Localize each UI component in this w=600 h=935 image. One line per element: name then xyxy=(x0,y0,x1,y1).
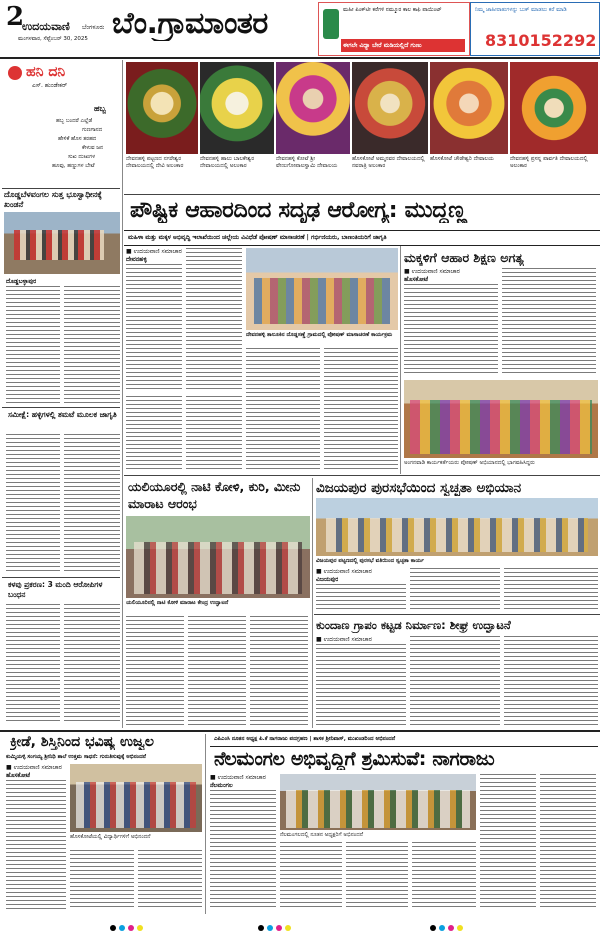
poem-line: ಹೇಳಿಕೆ ಹೊಸ ತರಹದ xyxy=(58,136,97,142)
photo-poultry xyxy=(126,516,310,598)
headline-theft: ಕಳವು ಪ್ರಕರಣ: 3 ಮಂದಿ ಆರೋಪಿಗಳ ಬಂಧನ xyxy=(8,580,103,599)
caption-temple-6: ದೇವನಹಳ್ಳಿ ಪ್ರಸನ್ನ ಪಾರ್ವತಿ ದೇವಾಲಯದಲ್ಲಿ ಅಲಂಕಾರ xyxy=(510,156,588,169)
article-poultry-col3 xyxy=(250,616,308,726)
phone-illustration xyxy=(323,9,339,39)
article-main-col3 xyxy=(246,348,320,470)
headline-survey: ಸಮೀಕ್ಷೆ: ಹಳ್ಳಿಗಳಲ್ಲಿ ತಮಟೆ ಮೂಲಕ ಜಾಗೃತಿ xyxy=(8,410,117,419)
dateline-main: ದೇವನಹಳ್ಳಿ xyxy=(126,256,147,263)
article-nela-col6 xyxy=(540,774,596,910)
article-nela-col4 xyxy=(412,842,476,910)
article-nela-col5 xyxy=(480,774,536,910)
ad-booking xyxy=(470,2,600,56)
article-children-col1 xyxy=(404,284,498,376)
article-main-col2 xyxy=(186,248,242,392)
article-nela-col2 xyxy=(280,842,342,910)
dateline-clean: ವಿಜಯಪುರ xyxy=(316,576,339,583)
article-land-2 xyxy=(64,286,120,404)
article-poultry-col2 xyxy=(188,616,246,726)
article-nela-col1 xyxy=(210,790,276,910)
headline-kundana: ಕುಂದಾಣ ಗ್ರಾಪಂ ಕಟ್ಟಡ ನಿರ್ಮಾಣ: ಶೀಘ್ರ ಉದ್ಘಾಟನೆ xyxy=(316,618,511,632)
article-clean-col3 xyxy=(504,568,598,612)
article-kundana-col3 xyxy=(504,636,598,726)
caption-women: ಅಂಗನವಾಡಿ ಕಾರ್ಯಕರ್ತೆಯರು ಪೋಷಣ್ ಅಭಿಯಾನದಲ್ಲಿ ಭಾಗವಹಿಸಿದ್ದರು xyxy=(404,460,535,466)
article-main-col1 xyxy=(126,264,182,392)
article-sports-col2 xyxy=(70,850,134,910)
caption-temple-3: ದೇವನಹಳ್ಳಿ ಕೋಟೆ ಶ್ರೀ ವೇಣುಗೋಪಾಲಸ್ವಾಮಿ ದೇವಾಲಯ xyxy=(276,156,338,169)
ad-coffee-text: ಮಹೀ ಪಿಂಕ್‌ಟೀ ಕರೆಗಳಿ ನಮ್ಮೂರ ಕಾಲ ಕಾಫಿ ಪಾಯಿಂಟ್ xyxy=(343,7,442,13)
photo-temple-2 xyxy=(200,62,274,154)
caption-nutrition: ದೇವನಹಳ್ಳಿ ತಾಲೂಕಿನ ದೊಡ್ಡಸಣ್ಣೆ ಗ್ರಾಮದಲ್ಲಿ ಪೋಷಣ್ ಮಾಸಾಚರಣೆ ಕಾರ್ಯಕ್ರಮ xyxy=(246,332,393,338)
article-survey xyxy=(6,434,60,574)
ad-phone: 8310152292 xyxy=(485,31,597,50)
article-poultry-col1 xyxy=(126,616,184,726)
photo-nelamangala xyxy=(280,774,476,830)
article-kundana-col1 xyxy=(316,644,406,726)
article-clean-col2 xyxy=(410,568,500,612)
ad-coffee-banner xyxy=(341,39,465,52)
paper-name: ಉದಯವಾಣಿ xyxy=(22,20,70,33)
poem-title: ಹಬ್ಬ xyxy=(94,104,106,113)
headline-children-food: ಮಕ್ಕಳಿಗೆ ಆಹಾರ ಶಿಕ್ಷಣ ಅಗತ್ಯ xyxy=(404,250,524,265)
dateline-nelamangala: ನೆಲಮಂಗಲ xyxy=(210,782,233,789)
article-main-col1b xyxy=(126,396,182,470)
photo-temple-6 xyxy=(510,62,598,154)
byline-kundana: ■ ಉದಯವಾಣಿ ಸಮಾಚಾರ xyxy=(316,636,372,643)
caption-clean: ವಿಜಯಪುರ ಪಟ್ಟಣದಲ್ಲಿ ಪುರಸಭೆ ವತಿಯಿಂದ ಸ್ವಚ್ಛತಾ ಕಾರ್ಯ xyxy=(316,558,424,564)
dateline: ದೊಡ್ಡಬಳ್ಳಾಪುರ xyxy=(6,278,37,285)
main-subhead: ಮಹಿಳಾ ಮತ್ತು ಮಕ್ಕಳ ಅಭಿವೃದ್ಧಿ ಇಲಾಖೆಯಿಂದ ಚಲ್ಲೇಯ ವಿವಿಧೆಡೆ ಪೋಷಣ್ ಮಾಸಾಚರಣೆ | ಗರ್ಭಿಣಿಯರು, ಬಾಣಂತಿಯರಿಗೆ ಜಾಗೃತಿ xyxy=(128,234,387,241)
photo-temple-1 xyxy=(126,62,198,154)
headline-poultry: ಯಲಿಯೂರಲ್ಲಿ ನಾಟಿ ಕೋಳಿ, ಕುರಿ, ಮೀನು ಮಾರಾಟ ಆರಂಭ xyxy=(128,479,301,511)
photo-protest xyxy=(4,212,120,274)
article-land xyxy=(6,286,60,404)
article-kundana-col2 xyxy=(410,636,500,726)
article-main-col4 xyxy=(324,348,398,470)
article-clean-col1 xyxy=(316,584,406,612)
article-children-col2 xyxy=(502,268,596,376)
ad-coffee xyxy=(318,2,470,56)
subhead-sports: ಕುಮ್ಮಿಯಳ್ಳಿ ಸಂಗಯ್ಯ ಶ್ರೀನಿಧಿ ಶಾಲೆ ಉತ್ತಮ ಸಾಧನೆ: ಗುರುತಿಸುವುಕ್ಕೆ ಅಭಿನಂದನೆ xyxy=(6,754,146,760)
page-number: 2 xyxy=(6,2,25,32)
headline-nelamangala: ನೆಲಮಂಗಲ ಅಭಿವೃದ್ಧಿಗೆ ಶ್ರಮಿಸುವೆ: ನಾಗರಾಜು xyxy=(214,748,495,770)
dateline-sports: ಹೊಸಕೋಟೆ xyxy=(6,772,31,779)
section-title: ಬೆಂ.ಗ್ರಾಮಾಂತರ xyxy=(112,6,268,41)
article-nela-col3 xyxy=(346,842,408,910)
headline-clean: ವಿಜಯಪುರ ಪುರಸಭೆಯಿಂದ ಸ್ವಚ್ಛತಾ ಅಭಿಯಾನ xyxy=(316,480,522,496)
poem-line: ಸುಖ ದುಃಖಗಳ xyxy=(68,154,96,160)
headline-sports: ಕ್ರೀಡೆ, ಶಿಸ್ತಿನಿಂದ ಭವಿಷ್ಯ ಉಜ್ವಲ xyxy=(10,734,154,750)
caption-nelamangala: ನೆಲಮಂಗಲದಲ್ಲಿ ನೂತನ ಅಧ್ಯಕ್ಷರಿಗೆ ಅಭಿನಂದನೆ xyxy=(280,832,364,838)
subhead-bar-nelamangala xyxy=(210,734,598,747)
byline-children: ■ ಉದಯವಾಣಿ ಸಮಾಚಾರ xyxy=(404,268,460,275)
caption-temple-1: ದೇವನಹಳ್ಳಿ ಪಟ್ಟಣದ ನಗರೇಶ್ವರ ದೇವಾಲಯದಲ್ಲಿ ದೇವಿ ಅಲಂಕಾರ xyxy=(126,156,184,169)
photo-clean xyxy=(316,498,598,556)
byline-main: ■ ಉದಯವಾಣಿ ಸಮಾಚಾರ xyxy=(126,248,182,255)
article-theft xyxy=(6,604,60,724)
issue-date: ಮಂಗಳವಾರ, ಸೆಪ್ಟೆಂಬರ್ 30, 2025 xyxy=(18,36,88,42)
photo-temple-4 xyxy=(352,62,428,154)
main-headline: ಪೌಷ್ಟಿಕ ಆಹಾರದಿಂದ ಸದೃಢ ಆರೋಗ್ಯ: ಮುದ್ದಣ್ಣ xyxy=(130,198,467,223)
columnist-title: ಹನಿ ದನಿ xyxy=(26,64,66,80)
poem-line: ಗುಣಗಾನದ xyxy=(82,127,103,133)
ad-coffee-sub: ಈಗಲೇ ವಿಧ್ಯಾ ಬೇರೆ ಮಡಿಯಲ್ಲಿದೆ ಗುಣು xyxy=(343,42,422,49)
photo-temple-3 xyxy=(276,62,350,154)
edition: ಬೆಂಗಳೂರು xyxy=(82,24,105,31)
caption-sports: ಹೊಸಕೋಟೆಯಲ್ಲಿ ವಿದ್ಯಾರ್ಥಿಗಳಿಗೆ ಅಭಿನಂದನೆ xyxy=(70,834,151,840)
columnist-logo xyxy=(8,66,22,80)
poem-line: ಕೇಳುವ ಜನ xyxy=(82,145,104,151)
article-theft-2 xyxy=(64,604,120,724)
article-survey-2 xyxy=(64,434,120,574)
columnist-box xyxy=(2,60,120,188)
masthead xyxy=(0,0,600,56)
byline-sports: ■ ಉದಯವಾಣಿ ಸಮಾಚಾರ xyxy=(6,764,62,771)
registration-marks xyxy=(0,914,600,926)
ad-booking-text: ನಿಮ್ಮ ಜಾಹೀರಾತುಗಳನ್ನು ಬುಕ್ ಮಾಡಲು ಕರೆ ಮಾಡಿ xyxy=(475,7,567,13)
caption-temple-5: ಹೊಸಕೋಟೆ ಚೌಡೇಶ್ವರಿ ದೇವಾಲಯ xyxy=(430,156,494,162)
poem-line: ಹಬ್ಬ ಬಂದರೆ ಎಲ್ಲೆಡೆ xyxy=(56,118,93,124)
photo-women-group xyxy=(404,380,598,458)
main-subhead-bar xyxy=(124,230,600,246)
article-main-col2b xyxy=(186,396,242,470)
photo-sports xyxy=(70,764,202,832)
dateline-children: ಹೊಸಕೋಟೆ xyxy=(404,276,429,283)
caption-poultry: ಯಲಿಯೂರಿನಲ್ಲಿ ನಾಟಿ ಕೋಳಿ ಮಾರಾಟ ಕೇಂದ್ರ ಉದ್ಘಾಟನೆ xyxy=(126,600,229,606)
caption-temple-2: ದೇವನಹಳ್ಳಿ ಹಾಲು ಬಾಲಕೇಶ್ವರ ದೇವಾಲಯದಲ್ಲಿ ಅಲಂಕಾರ xyxy=(200,156,255,169)
columnist-author: ಎಸ್. ಹುಂಡೇಕರ್ xyxy=(32,82,68,89)
subhead-nelamangala: ಎಪಿಎಂಸಿ ನೂತನ ಅಧ್ಯಕ್ಷ ಪಿ.ಕೆ ನಾಗರಾಜು ಪದಗ್ರಹಣ | ಶಾಸಕ ಶ್ರೀನಿವಾಸ್, ಮುಖಂಡರಿಂದ ಅಭಿನಂದನೆ xyxy=(214,736,396,742)
caption-temple-4: ಹೊಸಕೋಟೆ ಅಮ್ಮನವರ ದೇವಾಲಯದಲ್ಲಿ ನವರಾತ್ರಿ ಅಲಂಕಾರ xyxy=(352,156,425,169)
byline-clean: ■ ಉದಯವಾಣಿ ಸಮಾಚಾರ xyxy=(316,568,372,575)
photo-temple-5 xyxy=(430,62,508,154)
byline-nelamangala: ■ ಉದಯವಾಣಿ ಸಮಾಚಾರ xyxy=(210,774,266,781)
article-sports-col1 xyxy=(6,780,66,910)
headline-land: ದೊಡ್ಡಬೆಳವಂಗಲ ಸುತ್ತ ಭೂಸ್ವಾಧೀನಕ್ಕೆ ಖಂಡನೆ xyxy=(4,190,102,209)
photo-nutrition xyxy=(246,248,398,330)
poem-line: ಹೂವು, ಹಣ್ಣುಗಳ ಬೇಟೆ xyxy=(52,163,95,169)
article-sports-col3 xyxy=(138,850,202,910)
